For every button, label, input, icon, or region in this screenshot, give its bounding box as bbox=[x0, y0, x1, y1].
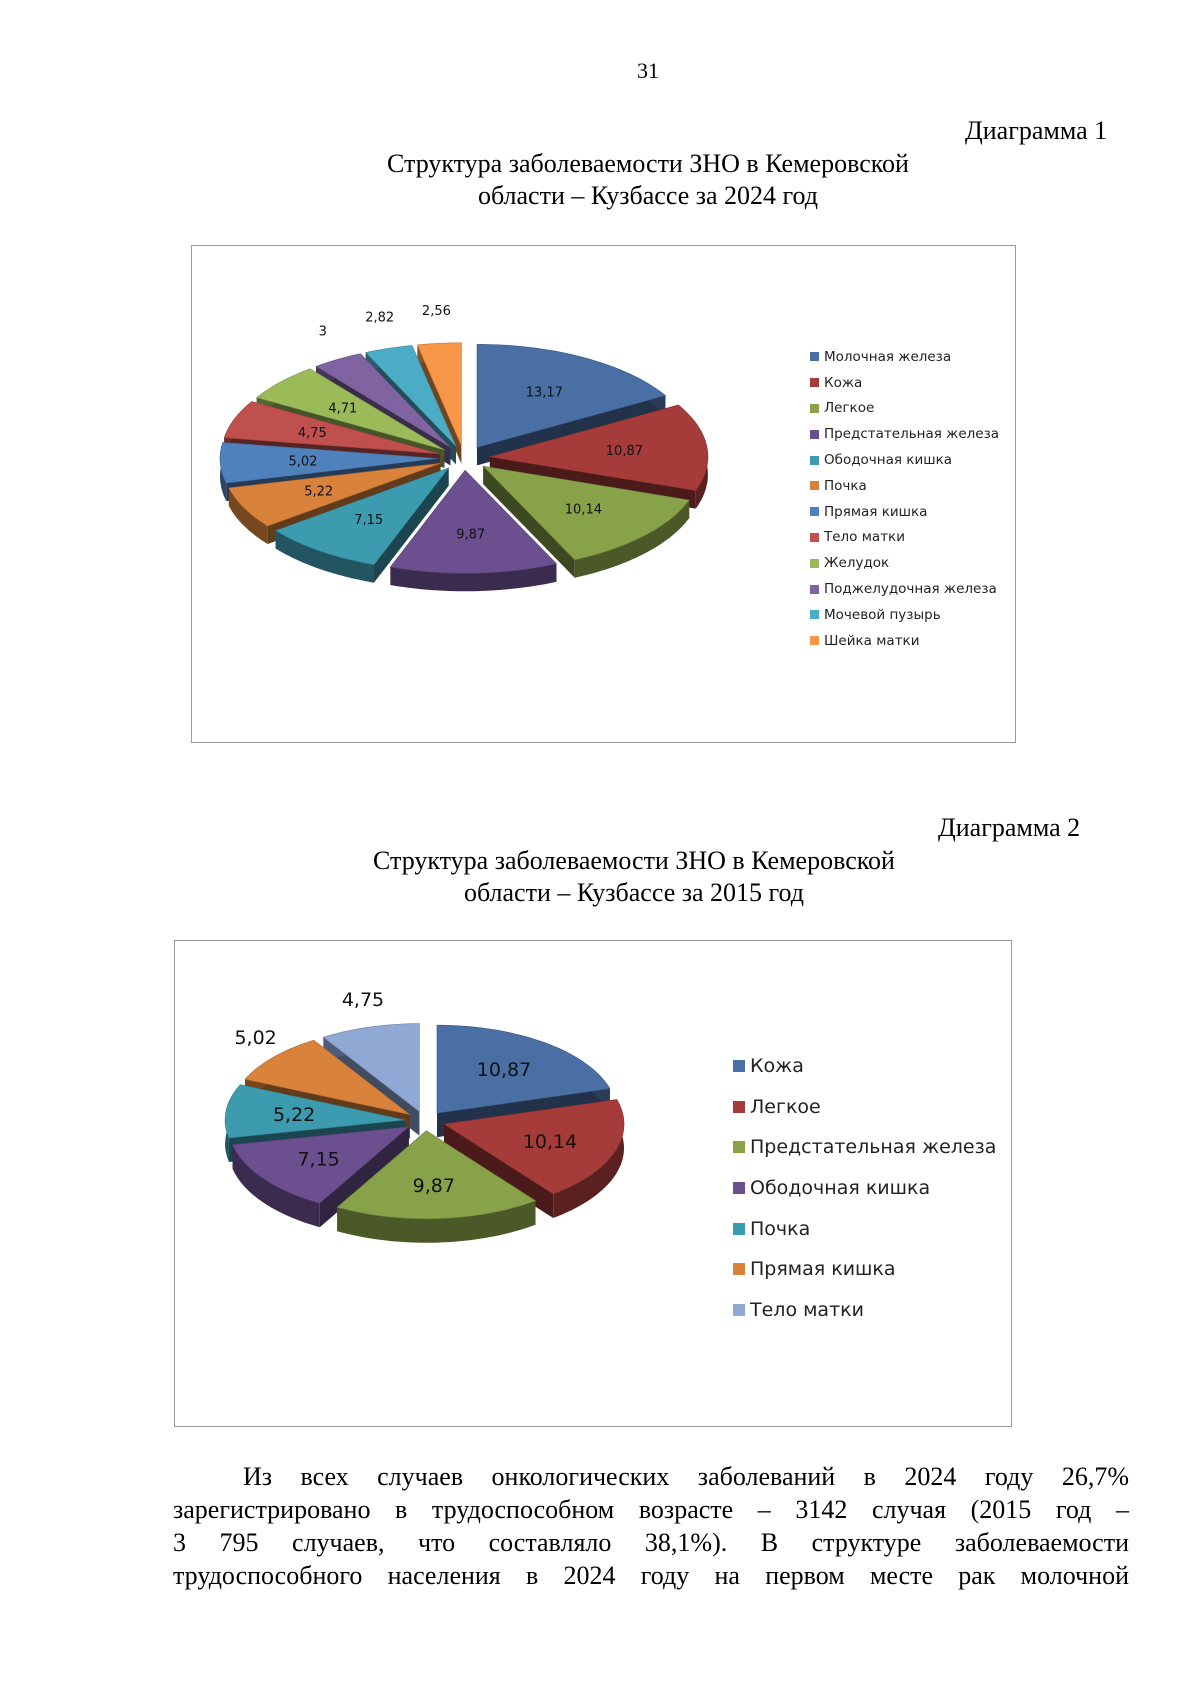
legend-label-3: Легкое bbox=[824, 400, 875, 417]
legend-swatch-2 bbox=[733, 1101, 745, 1113]
legend-item-5 bbox=[733, 1208, 996, 1249]
legend-label-5: Ободочная кишка bbox=[824, 452, 952, 469]
legend-label-4: Ободочная кишка bbox=[750, 1177, 931, 1200]
legend-label-4: Предстательная железа bbox=[824, 426, 1000, 443]
legend-item-4 bbox=[733, 1168, 996, 1209]
legend-swatch-6 bbox=[733, 1263, 745, 1275]
legend-swatch-7 bbox=[810, 507, 819, 516]
legend-label-7: Прямая кишка bbox=[824, 503, 928, 520]
diagram-2-label: Диаграмма 2 bbox=[938, 813, 1081, 842]
pie-data-label-11: 2,82 bbox=[365, 310, 395, 326]
legend-swatch-3 bbox=[810, 404, 819, 413]
legend-swatch-7 bbox=[733, 1304, 745, 1316]
legend-item-8 bbox=[810, 525, 999, 551]
diagram-2-title bbox=[316, 845, 952, 909]
pie-data-label-10: 3 bbox=[318, 324, 327, 340]
legend-label-6: Почка bbox=[824, 477, 867, 494]
legend-swatch-4 bbox=[810, 430, 819, 439]
pie-data-label-1: 10,87 bbox=[476, 1059, 532, 1082]
legend-swatch-6 bbox=[810, 481, 819, 490]
legend-item-10 bbox=[810, 576, 999, 602]
legend-label-11: Мочевой пузырь bbox=[824, 606, 941, 623]
legend-item-12 bbox=[810, 628, 999, 654]
pie-data-label-12: 2,56 bbox=[421, 304, 451, 320]
pie-data-label-5: 7,15 bbox=[354, 512, 384, 528]
pie-data-label-3: 9,87 bbox=[412, 1174, 455, 1197]
legend-item-11 bbox=[810, 602, 999, 628]
pie-data-label-4: 7,15 bbox=[297, 1148, 340, 1171]
legend-label-2: Легкое bbox=[750, 1095, 821, 1118]
pie-data-label-3: 10,14 bbox=[564, 502, 603, 518]
pie-data-label-7: 4,75 bbox=[341, 989, 385, 1011]
diagram-2-title-line1: Структура заболеваемости ЗНО в Кемеровской bbox=[373, 846, 895, 875]
paragraph-line-2: зарегистрировано в трудоспособном возрасте – 3142 случая (2015 год – bbox=[173, 1495, 1129, 1524]
legend-item-7 bbox=[733, 1290, 996, 1331]
pie-data-label-5: 5,22 bbox=[272, 1104, 316, 1126]
legend-label-9: Желудок bbox=[824, 555, 890, 572]
diagram-1-title-line2: области – Кузбассе за 2024 год bbox=[477, 181, 819, 210]
legend-item-1 bbox=[810, 344, 999, 370]
pie-data-label-1: 13,17 bbox=[525, 385, 563, 401]
pie-data-label-6: 5,02 bbox=[234, 1026, 277, 1049]
legend-label-7: Тело матки bbox=[750, 1298, 864, 1321]
diagram-1-title bbox=[330, 148, 966, 212]
pie-data-label-2: 10,14 bbox=[522, 1130, 578, 1153]
legend-label-1: Кожа bbox=[750, 1055, 804, 1078]
chart-1-frame bbox=[191, 245, 1016, 743]
paragraph-line-1: Из всех случаев онкологических заболеваний в 2024 году 26,7% bbox=[243, 1462, 1129, 1491]
legend-item-2 bbox=[733, 1087, 996, 1128]
legend-swatch-8 bbox=[810, 533, 819, 542]
legend-item-3 bbox=[733, 1127, 996, 1168]
legend-label-8: Тело матки bbox=[824, 529, 905, 546]
legend-label-1: Молочная железа bbox=[824, 348, 952, 365]
diagram-2-title-line2: области – Кузбассе за 2015 год bbox=[463, 878, 805, 907]
page-number: 31 bbox=[637, 58, 659, 83]
chart-2-legend bbox=[733, 1046, 996, 1330]
legend-item-1 bbox=[733, 1046, 996, 1087]
pie-data-label-4: 9,87 bbox=[456, 527, 486, 543]
legend-swatch-2 bbox=[810, 378, 819, 387]
legend-label-5: Почка bbox=[750, 1217, 811, 1240]
legend-swatch-5 bbox=[733, 1223, 745, 1235]
legend-label-12: Шейка матки bbox=[824, 632, 920, 649]
legend-label-3: Предстательная железа bbox=[750, 1136, 997, 1159]
legend-swatch-9 bbox=[810, 559, 819, 568]
pie-data-label-8: 4,75 bbox=[297, 425, 327, 441]
legend-swatch-3 bbox=[733, 1141, 745, 1153]
paragraph-line-3: 3 795 случаев, что составляло 38,1%). В структуре заболеваемости bbox=[173, 1528, 1129, 1557]
diagram-1-title-line1: Структура заболеваемости ЗНО в Кемеровской bbox=[387, 149, 909, 178]
legend-item-2 bbox=[810, 370, 999, 396]
legend-item-9 bbox=[810, 550, 999, 576]
legend-item-5 bbox=[810, 447, 999, 473]
diagram-1-label: Диаграмма 1 bbox=[965, 116, 1108, 145]
legend-swatch-1 bbox=[810, 352, 819, 361]
legend-swatch-12 bbox=[810, 636, 819, 645]
legend-swatch-1 bbox=[733, 1060, 745, 1072]
pie-data-label-6: 5,22 bbox=[304, 484, 334, 500]
body-paragraph bbox=[173, 1460, 1129, 1592]
chart-2-frame bbox=[174, 940, 1012, 1427]
legend-label-6: Прямая кишка bbox=[750, 1258, 896, 1281]
legend-swatch-5 bbox=[810, 456, 819, 465]
legend-swatch-10 bbox=[810, 585, 819, 594]
chart-1-legend bbox=[810, 344, 999, 654]
legend-item-3 bbox=[810, 396, 999, 422]
pie-data-label-9: 4,71 bbox=[328, 401, 358, 417]
paragraph-line-4: трудоспособного населения в 2024 году на первом месте рак молочной bbox=[173, 1561, 1129, 1590]
legend-item-7 bbox=[810, 499, 999, 525]
legend-swatch-4 bbox=[733, 1182, 745, 1194]
legend-item-4 bbox=[810, 421, 999, 447]
legend-item-6 bbox=[810, 473, 999, 499]
legend-swatch-11 bbox=[810, 610, 819, 619]
legend-item-6 bbox=[733, 1249, 996, 1290]
legend-label-10: Поджелудочная железа bbox=[824, 581, 997, 598]
pie-data-label-7: 5,02 bbox=[288, 454, 318, 470]
pie-data-label-2: 10,87 bbox=[605, 444, 644, 460]
legend-label-2: Кожа bbox=[824, 374, 863, 391]
